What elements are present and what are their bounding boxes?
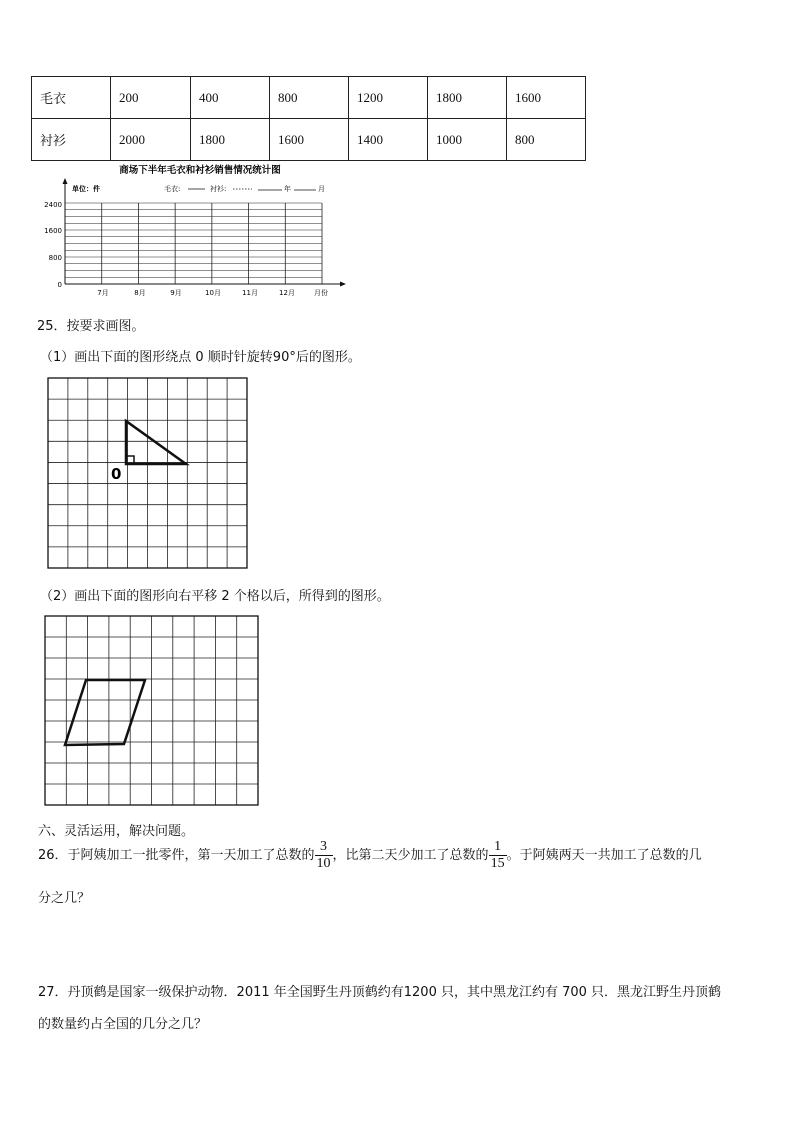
table-cell: 2000 [111, 119, 191, 161]
section-heading: 六、灵活运用，解决问题。 [38, 824, 195, 839]
y-tick-label: 0 [57, 281, 62, 289]
q27-line1: 27．丹顶鹤是国家一级保护动物．2011 年全国野生丹顶鹤约有1200 只，其中黑龙江约有 700 只．黑龙江野生丹顶鹤 [38, 985, 722, 1000]
chart-grid [65, 203, 322, 284]
y-tick-label: 1600 [44, 227, 62, 235]
month-label: 月 [318, 185, 325, 193]
x-tick-label: 10月 [205, 289, 221, 297]
table-cell: 200 [111, 77, 191, 119]
x-tick-label: 9月 [170, 289, 182, 297]
translation-grid [43, 614, 261, 808]
chart-unit: 单位：件 [72, 185, 100, 193]
fraction [315, 839, 333, 872]
table-cell: 1800 [428, 77, 507, 119]
table-cell: 1600 [507, 77, 586, 119]
q26-line2: 分之几？ [38, 891, 91, 906]
legend-sweater-label: 毛衣: [164, 185, 181, 193]
row-label: 衬衫 [32, 119, 111, 161]
table-cell: 400 [191, 77, 270, 119]
blank-line-chart [30, 160, 360, 302]
q25-part1: （1）画出下面的图形绕点 0 顺时针旋转90°后的图形。 [40, 350, 361, 365]
q26-text-c: 。于阿姨两天一共加工了总数的几 [506, 848, 702, 863]
table-cell: 1600 [270, 119, 349, 161]
table-cell: 1400 [349, 119, 428, 161]
table-row [32, 119, 586, 161]
y-tick-label: 2400 [44, 201, 62, 209]
x-axis-arrow [340, 282, 346, 287]
q26-text-b: ，比第二天少加工了总数的 [332, 848, 489, 863]
denominator: 10 [316, 856, 331, 871]
year-label: 年 [284, 185, 291, 193]
sales-table [31, 76, 586, 161]
table-cell: 800 [270, 77, 349, 119]
q26-line1 [38, 836, 702, 876]
x-axis-unit: 月份 [314, 289, 328, 297]
fraction [489, 839, 507, 872]
row-label: 毛衣 [32, 77, 111, 119]
x-tick-label: 11月 [242, 289, 258, 297]
grid-lines [48, 378, 247, 568]
y-axis-arrow [63, 178, 68, 184]
numerator: 1 [489, 839, 507, 856]
y-tick-label: 800 [48, 254, 62, 262]
q25-title: 25．按要求画图。 [37, 319, 145, 334]
q25-part2: （2）画出下面的图形向右平移 2 个格以后，所得到的图形。 [40, 589, 390, 604]
q27-line2: 的数量约占全国的几分之几？ [38, 1017, 208, 1032]
x-tick-label: 12月 [279, 289, 295, 297]
table-cell: 1800 [191, 119, 270, 161]
x-tick-label: 8月 [134, 289, 146, 297]
denominator: 15 [490, 856, 505, 871]
table-row [32, 77, 586, 119]
point-o-label: 0 [111, 465, 122, 483]
table-cell: 1000 [428, 119, 507, 161]
right-triangle [126, 421, 186, 464]
rotation-grid [44, 376, 250, 570]
legend-shirt-label: 衬衫: [210, 185, 227, 193]
table-cell: 800 [507, 119, 586, 161]
parallelogram [65, 680, 145, 745]
numerator: 3 [315, 839, 333, 856]
x-tick-label: 7月 [97, 289, 109, 297]
table-cell: 1200 [349, 77, 428, 119]
q26-text-a: 26．于阿姨加工一批零件，第一天加工了总数的 [38, 848, 315, 863]
chart-title: 商场下半年毛衣和衬衫销售情况统计图 [119, 165, 281, 176]
